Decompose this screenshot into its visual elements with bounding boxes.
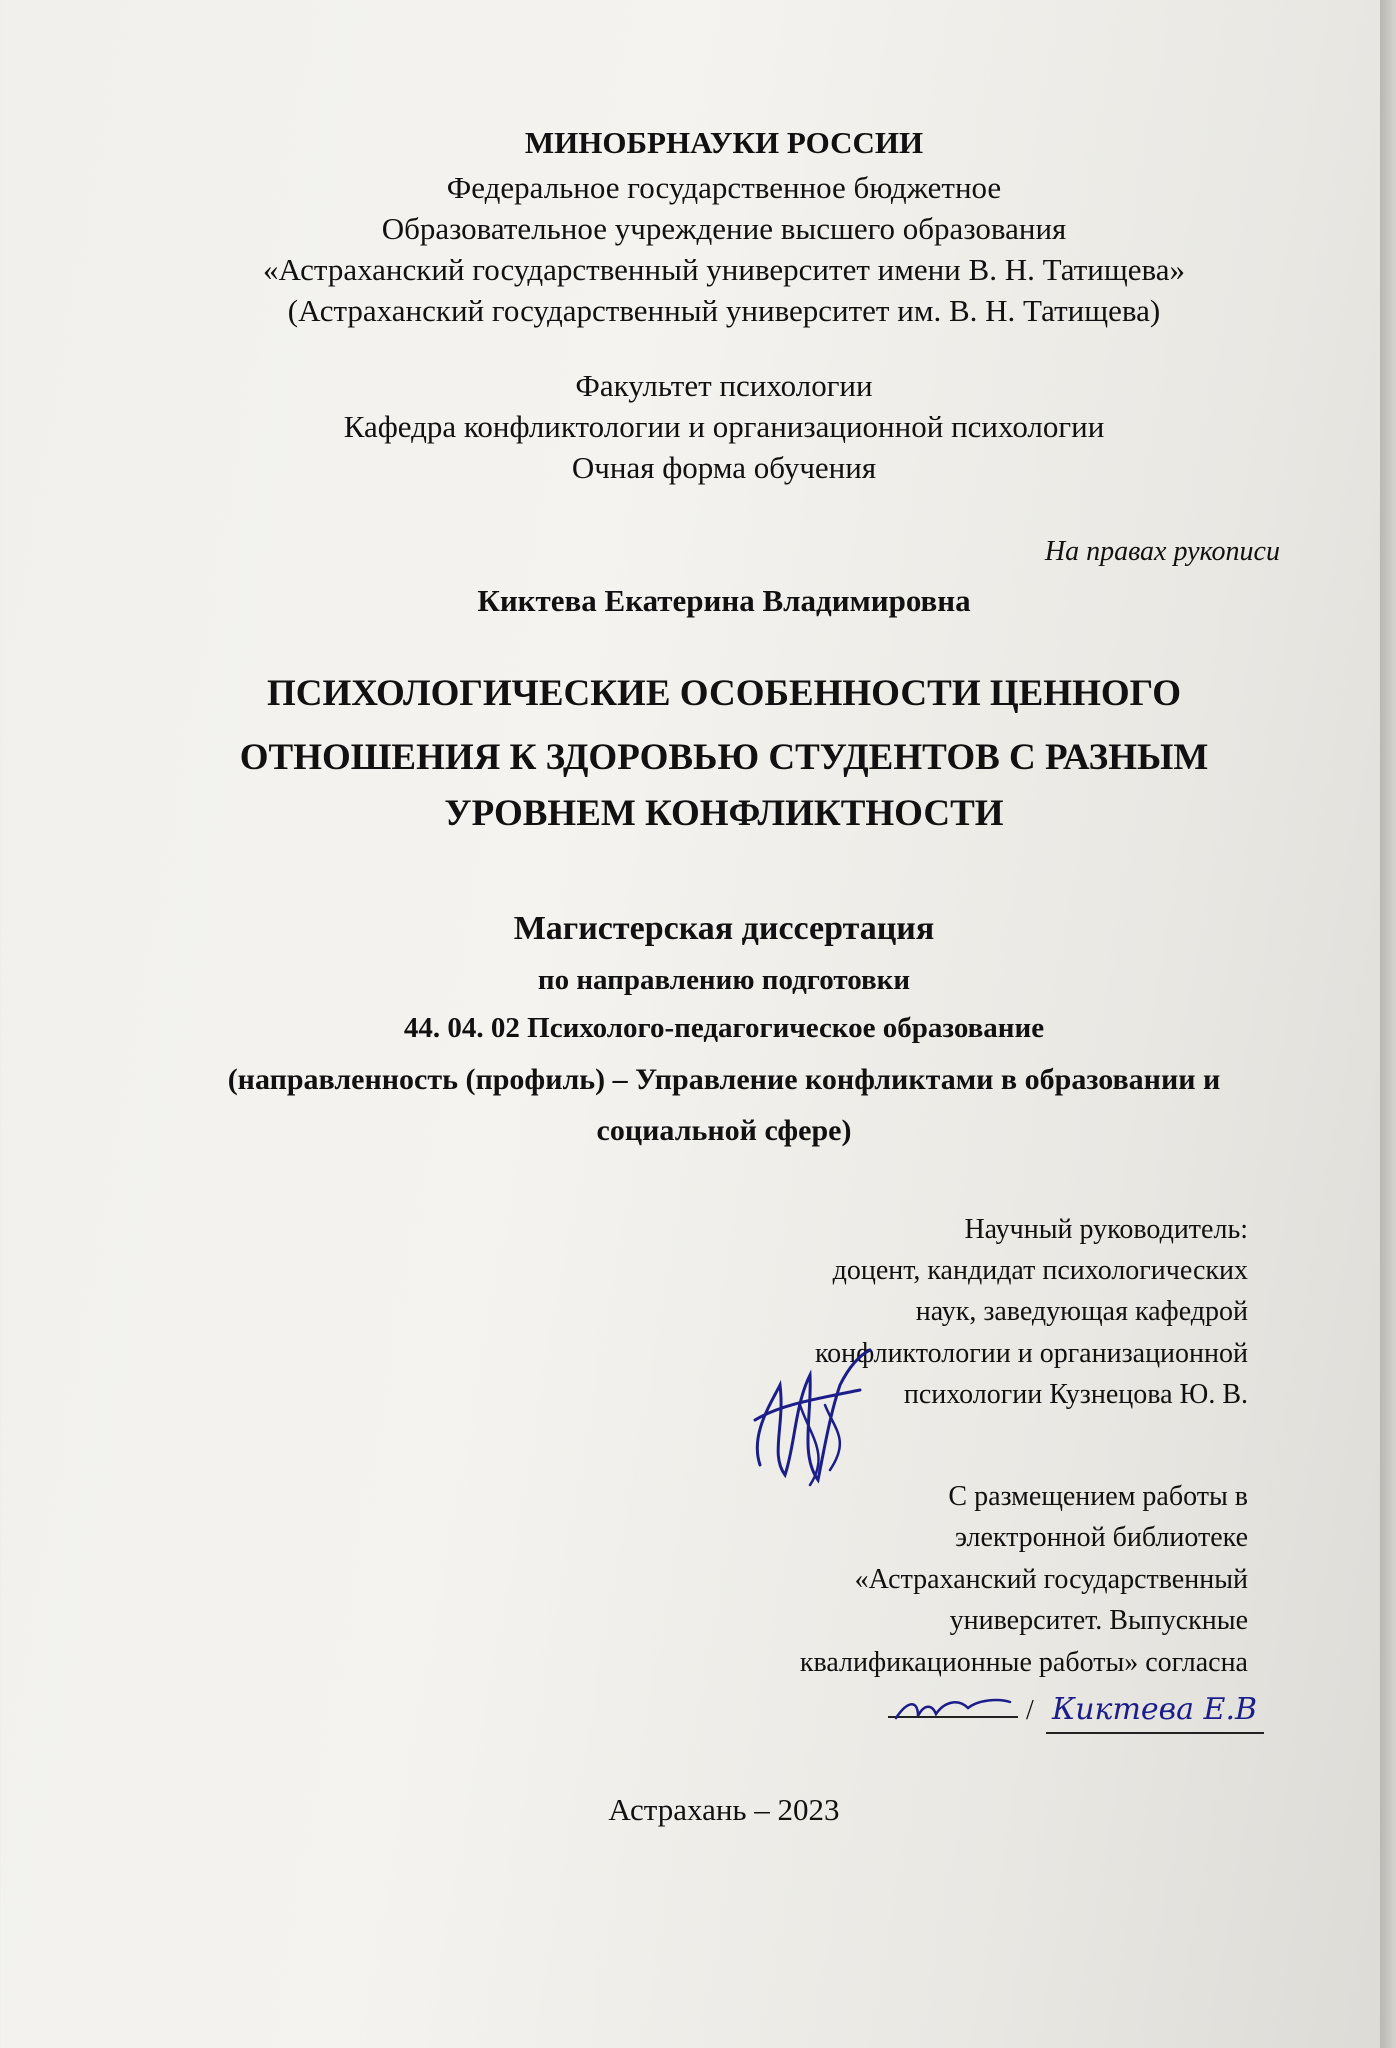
signature-blank-right	[1046, 1732, 1264, 1734]
signature-separator: /	[1026, 1695, 1034, 1726]
profile-line-1: (направленность (профиль) – Управление конфликтами в образовании и	[227, 1063, 1221, 1096]
author-signature	[888, 1690, 1018, 1730]
consent-line-2: электронной библиотеке	[954, 1522, 1248, 1553]
direction-label: по направлению подготовки	[537, 964, 911, 996]
department-name: Кафедра конфликтологии и организационной психологии	[343, 409, 1105, 444]
consent-line-5: квалификационные работы» согласна	[799, 1647, 1248, 1678]
consent-line-3: «Астраханский государственный	[854, 1564, 1248, 1595]
page-edge	[1380, 0, 1396, 2048]
institution-line-4: (Астраханский государственный университет им. В. Н. Татищева)	[287, 293, 1161, 328]
manuscript-note: На правах рукописи	[1044, 536, 1280, 567]
study-form: Очная форма обучения	[571, 450, 877, 485]
direction-code: 44. 04. 02 Психолого-педагогическое образование	[403, 1012, 1045, 1044]
author-name: Киктева Екатерина Владимировна	[477, 583, 971, 618]
handwritten-name: Киктева Е.В	[1052, 1692, 1258, 1727]
faculty-name: Факультет психологии	[575, 368, 873, 403]
supervisor-line-2: наук, заведующая кафедрой	[915, 1296, 1248, 1327]
consent-line-4: университет. Выпускные	[949, 1605, 1248, 1636]
supervisor-line-4: психологии Кузнецова Ю. В.	[903, 1379, 1248, 1410]
work-type: Магистерская диссертация	[513, 910, 935, 947]
supervisor-line-3: конфликтологии и организационной	[814, 1338, 1248, 1369]
institution-line-1: Федеральное государственное бюджетное	[446, 170, 1002, 205]
thesis-title-line-3: УРОВНЕМ КОНФЛИКТНОСТИ	[444, 793, 1004, 834]
city-year: Астрахань – 2023	[608, 1792, 840, 1827]
thesis-title-line-1: ПСИХОЛОГИЧЕСКИЕ ОСОБЕННОСТИ ЦЕННОГО	[266, 673, 1182, 714]
supervisor-label: Научный руководитель:	[964, 1214, 1248, 1245]
profile-line-2: социальной сфере)	[596, 1114, 852, 1147]
supervisor-line-1: доцент, кандидат психологических	[832, 1255, 1248, 1286]
supervisor-signature	[740, 1345, 880, 1495]
institution-line-2: Образовательное учреждение высшего образования	[381, 211, 1067, 246]
thesis-title-line-2: ОТНОШЕНИЯ К ЗДОРОВЬЮ СТУДЕНТОВ С РАЗНЫМ	[239, 737, 1209, 778]
ministry-heading: МИНОБРНАУКИ РОССИИ	[524, 125, 924, 160]
consent-line-1: С размещением работы в	[948, 1481, 1248, 1512]
institution-line-3: «Астраханский государственный университет имени В. Н. Татищева»	[263, 252, 1185, 287]
